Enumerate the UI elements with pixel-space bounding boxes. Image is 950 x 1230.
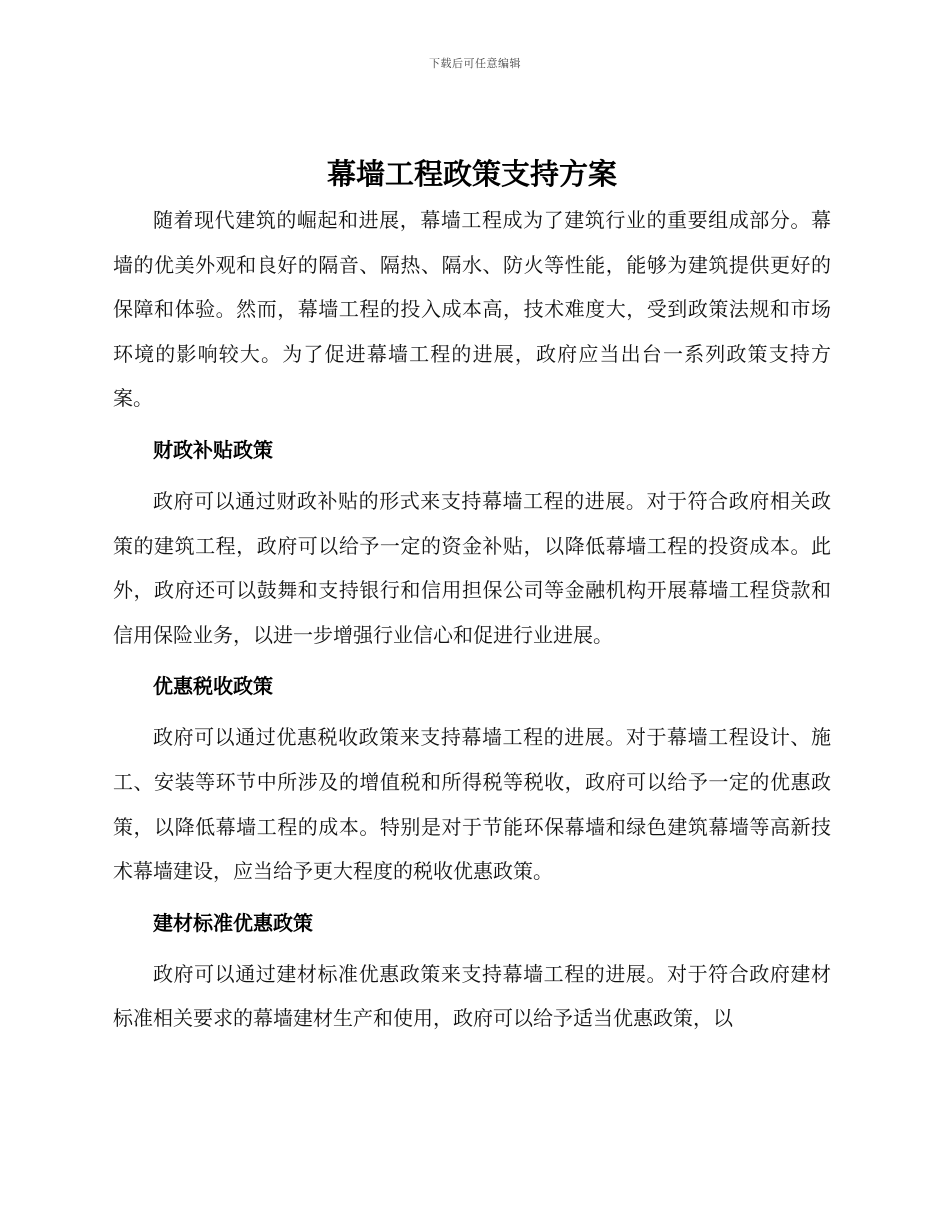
section-paragraph: 政府可以通过建材标准优惠政策来支持幕墙工程的进展。对于符合政府建材标准相关要求的幕墙建材生产和使用，政府可以给予适当优惠政策，以 [113,961,831,1031]
section-heading: 建材标准优惠政策 [153,910,313,935]
intro-paragraph: 随着现代建筑的崛起和进展，幕墙工程成为了建筑行业的重要组成部分。幕墙的优美外观和良好的隔音、隔热、隔水、防火等性能，能够为建筑提供更好的保障和体验。然而，幕墙工程的投入成本高，技术难度大，受到政策法规和市场环境的影响较大。为了促进幕墙工程的进展，政府应当出台一系列政策支持方案。 [113,208,831,411]
section-financial-subsidy [113,433,831,657]
document-title: 幕墙工程政策支持方案 [326,157,617,191]
section-heading: 优惠税收政策 [153,674,273,699]
section-material-standard [113,906,831,1041]
section-paragraph: 政府可以通过财政补贴的形式来支持幕墙工程的进展。对于符合政府相关政策的建筑工程，政府可以给予一定的资金补贴，以降低幕墙工程的投资成本。此外，政府还可以鼓舞和支持银行和信用担保公司等金融机构开展幕墙工程贷款和信用保险业务，以进一步增强行业信心和促进行业进展。 [113,488,831,647]
section-tax-preference [113,669,831,893]
page-header-note: 下载后可任意编辑 [429,57,521,70]
document-body [113,150,831,1041]
section-paragraph: 政府可以通过优惠税收政策来支持幕墙工程的进展。对于幕墙工程设计、施工、安装等环节中所涉及的增值税和所得税等税收，政府可以给予一定的优惠政策，以降低幕墙工程的成本。特别是对于节能环保幕墙和绿色建筑幕墙等高新技术幕墙建设，应当给予更大程度的税收优惠政策。 [113,725,831,884]
section-heading: 财政补贴政策 [153,437,273,462]
